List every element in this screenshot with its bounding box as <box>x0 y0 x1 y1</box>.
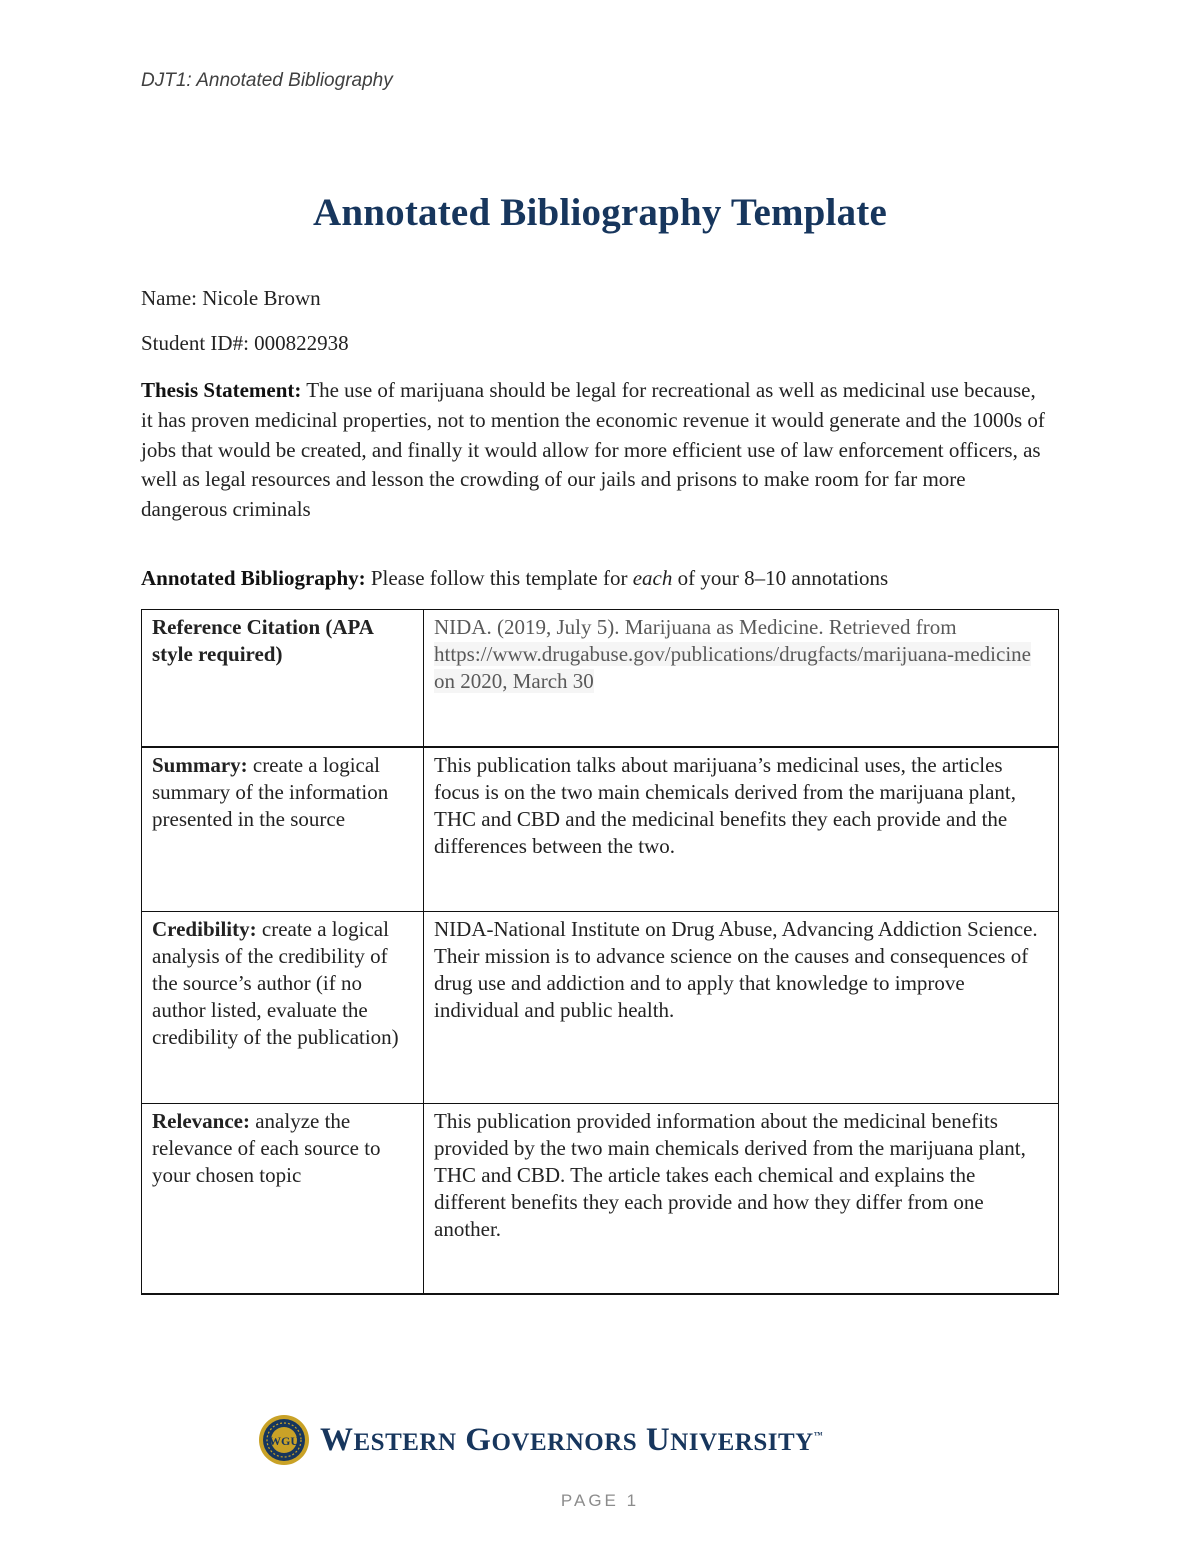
document-header: DJT1: Annotated Bibliography <box>141 70 393 91</box>
citation-text: NIDA. (2019, July 5). Marijuana as Medicine. Retrieved from <box>434 615 957 639</box>
intro-text-after: of your 8–10 annotations <box>677 566 889 590</box>
intro-text-before: Please follow this template for <box>370 566 628 590</box>
table-row-citation <box>142 610 1059 748</box>
table-row-relevance <box>142 1104 1059 1295</box>
summary-label: Summary: <box>152 753 248 777</box>
page-title: Annotated Bibliography Template <box>313 191 887 234</box>
citation-url: https://www.drugabuse.gov/publications/drugfacts/marijuana-medicine on 2020, March 30 <box>434 642 1031 693</box>
relevance-label-cell <box>142 1104 424 1295</box>
credibility-cell <box>424 912 1059 1104</box>
wgu-seal-icon <box>258 1414 310 1466</box>
credibility-prompt: create a logical analysis of the credibility of the source’s author (if no author listed, evaluate the credibility of the publication) <box>152 917 399 1049</box>
relevance-text: This publication provided information about the medicinal benefits provided by the two main chemicals derived from the marijuana plant, THC and CBD. The article takes each chemical and explains the different benefits they each provide and how they differ from one another. <box>434 1109 1026 1241</box>
table-row-summary <box>142 747 1059 912</box>
student-name-line <box>141 286 321 311</box>
relevance-cell <box>424 1104 1059 1295</box>
wgu-wordmark: WESTERN GOVERNORS UNIVERSITY™ <box>320 1421 824 1458</box>
summary-prompt: create a logical summary of the information presented in the source <box>152 753 389 831</box>
thesis-statement <box>141 376 1046 525</box>
thesis-label: Thesis Statement: <box>141 378 302 402</box>
student-id-line <box>141 331 349 356</box>
seal-text: WGU <box>269 1434 299 1448</box>
citation-label-cell <box>142 610 424 748</box>
citation-cell <box>424 610 1059 748</box>
student-id-label: Student ID#: <box>141 331 249 355</box>
credibility-text: NIDA-National Institute on Drug Abuse, Advancing Addiction Science. Their mission is to advance science on the causes and consequences of drug use and addiction and to apply that knowledge to improve individual and public health. <box>434 917 1038 1022</box>
summary-cell <box>424 747 1059 912</box>
table-row-credibility <box>142 912 1059 1104</box>
wgu-logo <box>258 1412 823 1468</box>
summary-text: This publication talks about marijuana’s medicinal uses, the articles focus is on the two main chemicals derived from the marijuana plant, THC and CBD and the medicinal benefits they each provide and the differences between the two. <box>434 753 1016 858</box>
bibliography-label: Annotated Bibliography: <box>141 566 366 590</box>
relevance-prompt: analyze the relevance of each source to your chosen topic <box>152 1109 381 1187</box>
page-number: PAGE 1 <box>560 1491 640 1510</box>
name-label: Name: <box>141 286 197 310</box>
credibility-label-cell <box>142 912 424 1104</box>
citation-label: Reference Citation (APA style required) <box>152 615 373 666</box>
student-id: 000822938 <box>254 331 349 355</box>
relevance-label: Relevance: <box>152 1109 250 1133</box>
annotation-table <box>141 609 1059 1295</box>
summary-label-cell <box>142 747 424 912</box>
credibility-label: Credibility: <box>152 917 257 941</box>
student-name: Nicole Brown <box>202 286 321 310</box>
intro-emphasis: each <box>632 566 673 590</box>
bibliography-intro <box>141 566 888 591</box>
thesis-text: The use of marijuana should be legal for recreational as well as medicinal use because, it has proven medicinal properties, not to mention the economic revenue it would generate and the 1000s of jobs that would be created, and finally it would allow for more efficient use of law enforcement officers, as well as legal resources and lesson the crowding of our jails and prisons to make room for far more dangerous criminals <box>141 378 1045 522</box>
